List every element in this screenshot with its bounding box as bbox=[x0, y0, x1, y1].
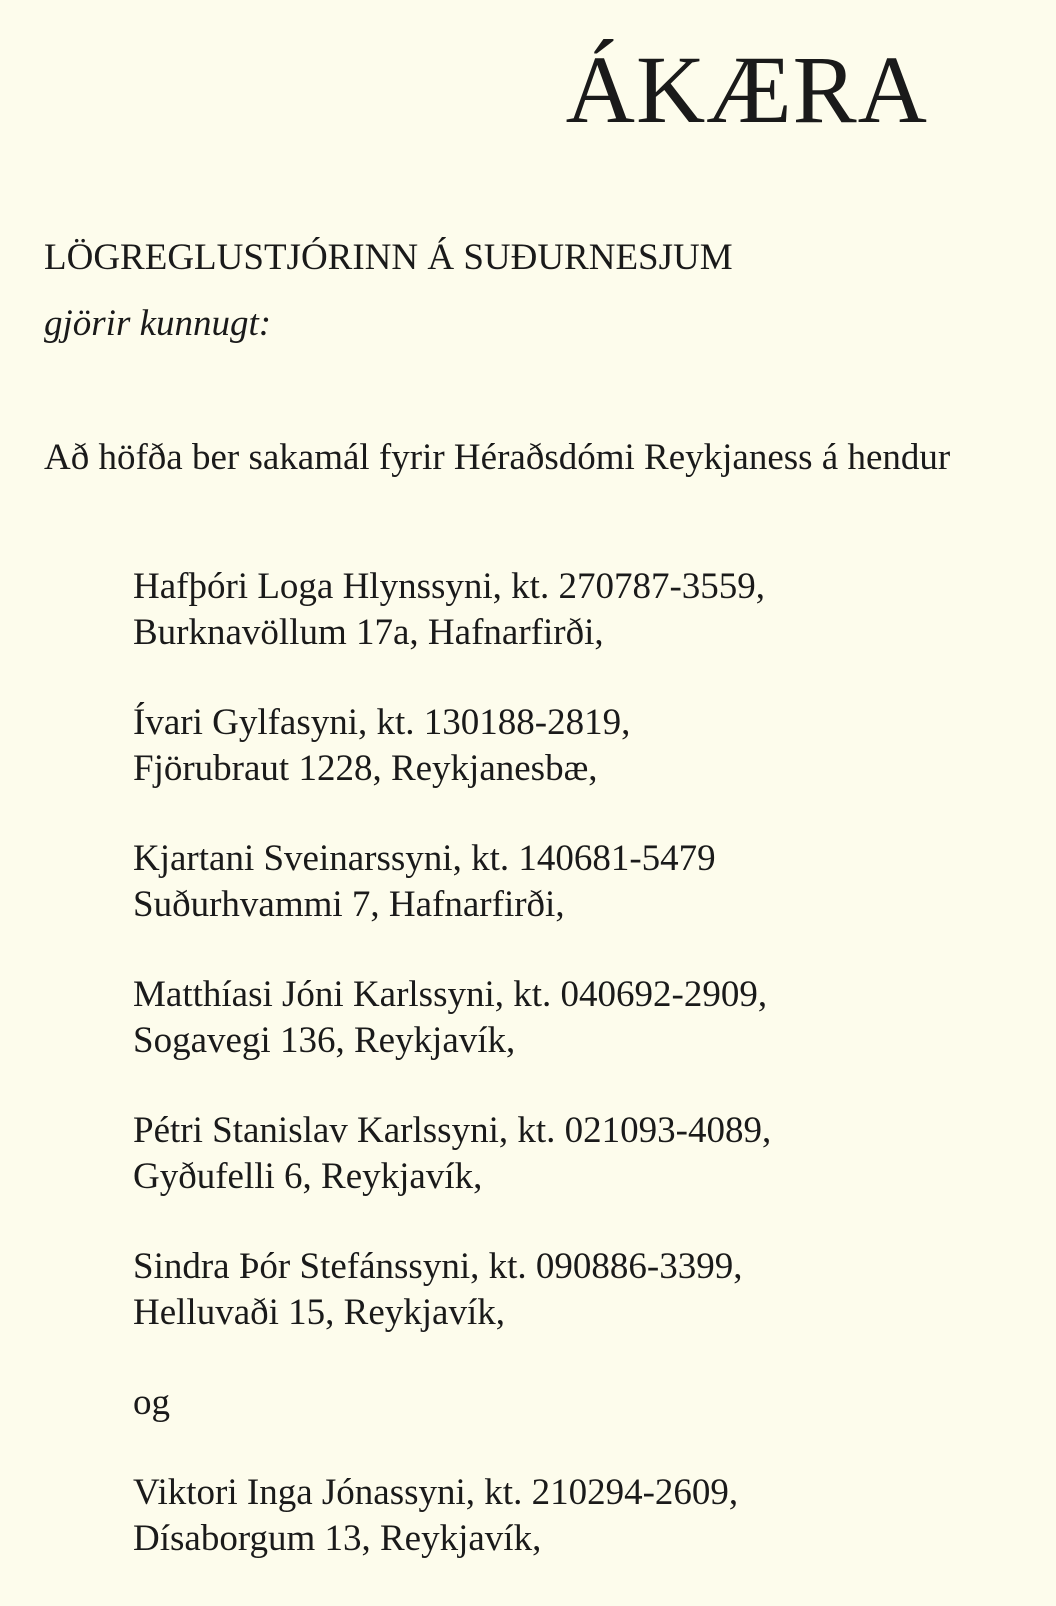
defendant-address-line: Suðurhvammi 7, Hafnarfirði, bbox=[133, 884, 565, 925]
defendant-address-line: Gyðufelli 6, Reykjavík, bbox=[133, 1156, 483, 1197]
defendant-address-line: Helluvaði 15, Reykjavík, bbox=[133, 1292, 505, 1333]
defendant-address-line: Sogavegi 136, Reykjavík, bbox=[133, 1020, 516, 1061]
defendant-entry bbox=[133, 700, 1013, 792]
defendant-entry bbox=[133, 1244, 1013, 1336]
defendants-list bbox=[133, 564, 1013, 1606]
defendant-entry-last bbox=[133, 1470, 1013, 1562]
intro-paragraph: Að höfða ber sakamál fyrir Héraðsdómi Reykjaness á hendur bbox=[44, 437, 951, 478]
conjunction: og bbox=[133, 1382, 170, 1423]
defendant-entry bbox=[133, 972, 1013, 1064]
defendant-name-line: Viktori Inga Jónassyni, kt. 210294-2609, bbox=[133, 1472, 739, 1513]
document-title: ÁKÆRA bbox=[565, 36, 928, 143]
defendant-address-line: Burknavöllum 17a, Hafnarfirði, bbox=[133, 612, 604, 653]
defendant-name-line: Hafþóri Loga Hlynssyni, kt. 270787-3559, bbox=[133, 566, 766, 607]
defendant-entry bbox=[133, 1108, 1013, 1200]
defendant-name-line: Pétri Stanislav Karlssyni, kt. 021093-4089, bbox=[133, 1110, 772, 1151]
defendant-entry bbox=[133, 564, 1013, 656]
defendant-name-line: Ívari Gylfasyni, kt. 130188-2819, bbox=[133, 702, 631, 743]
defendant-name-line: Matthíasi Jóni Karlssyni, kt. 040692-2909, bbox=[133, 974, 768, 1015]
defendant-address-line: Fjörubraut 1228, Reykjanesbæ, bbox=[133, 748, 598, 789]
defendant-entry bbox=[133, 836, 1013, 928]
defendant-name-line: Sindra Þór Stefánssyni, kt. 090886-3399, bbox=[133, 1246, 743, 1287]
authority-heading: LÖGREGLUSTJÓRINN Á SUÐURNESJUM bbox=[44, 237, 733, 278]
defendant-name-line: Kjartani Sveinarssyni, kt. 140681-5479 bbox=[133, 838, 716, 879]
proclaims-line: gjörir kunnugt: bbox=[44, 303, 272, 344]
defendant-address-line: Dísaborgum 13, Reykjavík, bbox=[133, 1518, 542, 1559]
